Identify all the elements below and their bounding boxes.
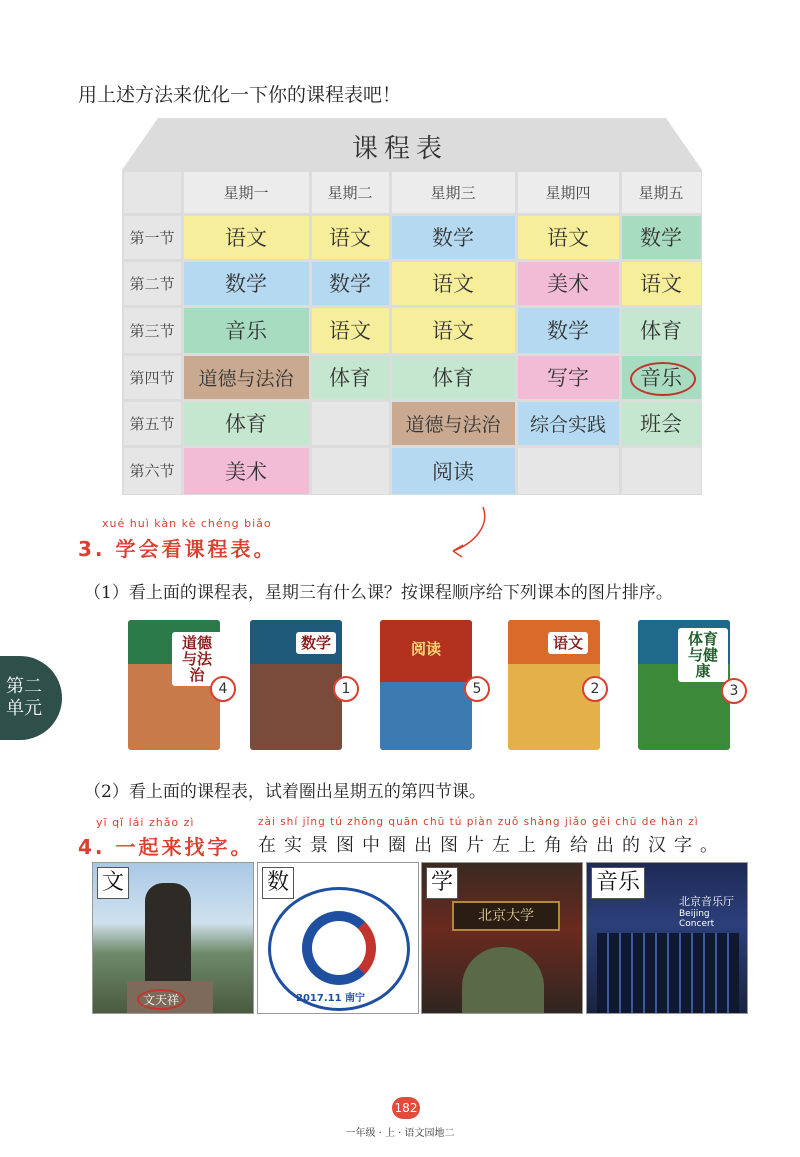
arrow-icon	[435, 505, 495, 560]
page-number: 182	[392, 1097, 420, 1119]
book-pe	[638, 620, 730, 750]
schedule-cell: 语文	[622, 262, 701, 305]
photo-concert-hall	[586, 862, 748, 1014]
book-title: 道德与法治	[172, 632, 220, 686]
order-number: 1	[333, 676, 359, 702]
schedule-title: 课程表	[351, 134, 448, 164]
schedule-cell: 数学	[392, 216, 515, 259]
unit-side-tab	[0, 656, 62, 740]
circle-mark-friday-4th	[630, 362, 696, 396]
section3-pinyin: xué huì kàn kè chéng biǎo	[102, 517, 272, 530]
hall-sign-cn: 北京音乐厅	[679, 895, 734, 908]
period-label: 第三节	[124, 308, 181, 353]
period-label: 第六节	[124, 448, 181, 494]
side-tab-line1: 第二	[6, 676, 42, 697]
photo-tag: 音乐	[591, 867, 645, 899]
emblem-logo	[302, 911, 376, 985]
schedule-cell: 美术	[184, 448, 309, 494]
schedule-cell	[312, 402, 389, 445]
day-header: 星期四	[518, 172, 619, 213]
photo-emblem	[257, 862, 419, 1014]
section4-instruction: 在实景图中圈出图片左上角给出的汉字。	[258, 835, 726, 856]
section4-pinyin: yī qǐ lái zhǎo zì	[96, 816, 195, 829]
gate-opening	[462, 947, 544, 1014]
schedule-cell: 体育	[392, 356, 515, 399]
schedule-cell: 美术	[518, 262, 619, 305]
schedule-cell: 语文	[312, 308, 389, 353]
schedule-cell: 语文	[518, 216, 619, 259]
schedule-cell: 体育	[622, 308, 701, 353]
schedule-cell: 数学	[184, 262, 309, 305]
schedule-table	[122, 170, 702, 495]
order-number: 2	[582, 676, 608, 702]
schedule-cell: 体育	[184, 402, 309, 445]
hall-facade	[597, 933, 739, 1013]
gate-plaque: 北京大学	[452, 901, 560, 931]
schedule-cell: 数学	[622, 216, 701, 259]
day-header: 星期一	[184, 172, 309, 213]
schedule-cell: 综合实践	[518, 402, 619, 445]
order-number: 5	[464, 676, 490, 702]
section3-heading: 3. 学会看课程表。	[78, 537, 277, 561]
schedule-corner	[124, 172, 181, 213]
section3-question-2: （2）看上面的课程表，试着圈出星期五的第四节课。	[84, 782, 486, 802]
section4-heading: 4. 一起来找字。	[78, 835, 254, 859]
schedule-cell	[622, 448, 701, 494]
order-number: 4	[210, 676, 236, 702]
schedule-cell: 语文	[312, 216, 389, 259]
day-header: 星期三	[392, 172, 515, 213]
book-title: 数学	[296, 632, 336, 654]
schedule-cell: 道德与法治	[184, 356, 309, 399]
period-label: 第四节	[124, 356, 181, 399]
schedule-cell	[312, 448, 389, 494]
schedule-cell: 语文	[392, 262, 515, 305]
section3-question-1: （1）看上面的课程表，星期三有什么课？按课程顺序给下列课本的图片排序。	[84, 583, 673, 603]
period-label: 第二节	[124, 262, 181, 305]
book-reading	[380, 620, 472, 750]
schedule-cell: 阅读	[392, 448, 515, 494]
schedule-cell: 数学	[312, 262, 389, 305]
photo-tag: 文	[97, 867, 129, 899]
schedule-cell: 写字	[518, 356, 619, 399]
photo-tag: 学	[426, 867, 458, 899]
photo-gate	[421, 862, 583, 1014]
statue-inscription: 文天祥	[137, 989, 185, 1010]
schedule-cell: 数学	[518, 308, 619, 353]
intro-text: 用上述方法来优化一下你的课程表吧！	[78, 84, 402, 106]
emblem-date: 2017.11 南宁	[296, 993, 366, 1004]
photo-tag: 数	[262, 867, 294, 899]
day-header: 星期二	[312, 172, 389, 213]
book-title: 体育与健康	[678, 628, 728, 682]
schedule-cell	[518, 448, 619, 494]
period-label: 第一节	[124, 216, 181, 259]
schedule-cell: 道德与法治	[392, 402, 515, 445]
schedule-cell: 班会	[622, 402, 701, 445]
book-title: 阅读	[411, 640, 442, 658]
schedule-cell: 音乐	[184, 308, 309, 353]
section4-instruction-pinyin: zài shí jǐng tú zhōng quān chū tú piàn zuǒ shàng jiǎo gěi chū de hàn zì	[258, 816, 699, 828]
order-number: 3	[721, 678, 747, 704]
side-tab-line2: 单元	[6, 698, 42, 719]
day-header: 星期五	[622, 172, 701, 213]
book-morality	[128, 620, 220, 750]
book-math	[250, 620, 342, 750]
hall-sign-en: Beijing Concert	[679, 909, 715, 929]
schedule-cell: 音乐	[622, 356, 701, 399]
photo-statue	[92, 862, 254, 1014]
period-label: 第五节	[124, 402, 181, 445]
schedule-cell: 语文	[184, 216, 309, 259]
book-title: 语文	[548, 632, 588, 654]
schedule-cell: 体育	[312, 356, 389, 399]
schedule-cell: 语文	[392, 308, 515, 353]
page-footer: 一年级 · 上 · 语文园地二	[345, 1128, 455, 1139]
